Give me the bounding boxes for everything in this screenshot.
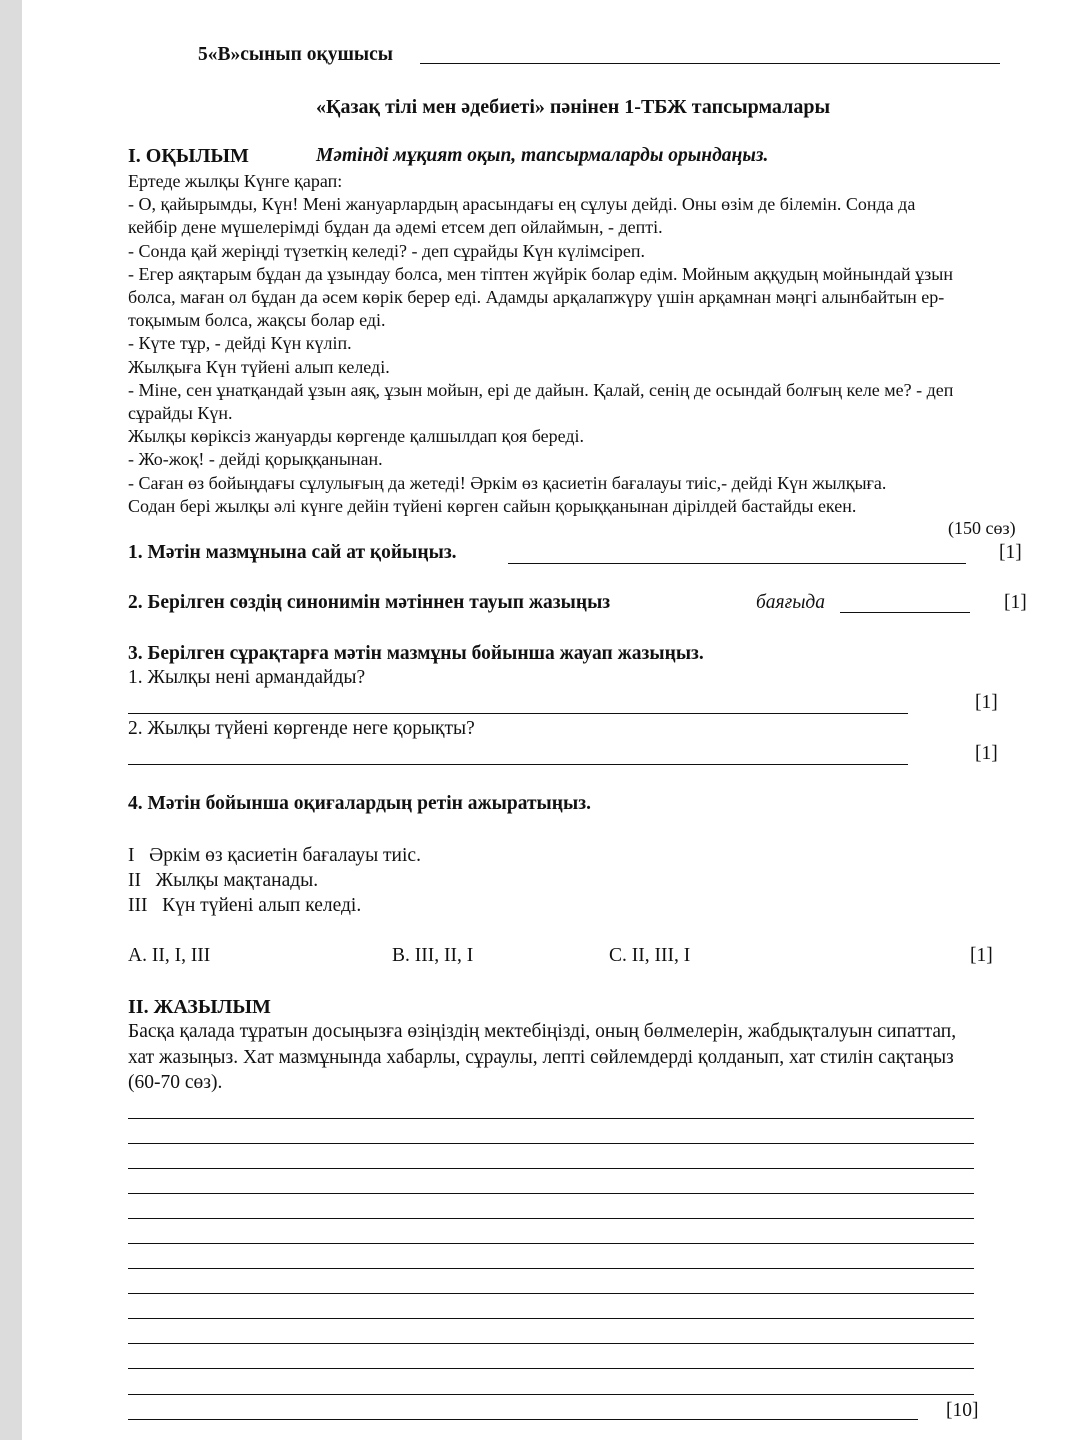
- event-text: Әркім өз қасиетін бағалауы тиіс.: [149, 845, 421, 866]
- task1-answer-line[interactable]: [508, 563, 966, 564]
- writing-line[interactable]: [128, 1118, 974, 1119]
- task4-score: [1]: [970, 945, 993, 966]
- writing-line[interactable]: [128, 1243, 974, 1244]
- text-line: тоқымым болса, жақсы болар еді.: [128, 310, 386, 331]
- task2-text: 2. Берілген сөздің синонимін мәтіннен тауып жазыңыз: [128, 592, 611, 613]
- text-line: Содан бері жылқы әлі күнге дейін түйені көрген сайын қорыққанынан дірілдей бастайды екен.: [128, 495, 857, 516]
- text-line: - Күте тұр, - дейді Күн күліп.: [128, 333, 352, 354]
- text-line: - Егер аяқтарым бұдан да ұзындау болса, мен тіптен жүйрік болар едім. Мойным аққудың мойнындай ұзын: [128, 263, 954, 284]
- task3-question1-score: [1]: [975, 692, 998, 713]
- text-line: Ертеде жылқы Күнге қарап:: [128, 171, 343, 191]
- section2-text-line: (60-70 сөз).: [128, 1072, 223, 1093]
- writing-line[interactable]: [128, 1343, 974, 1344]
- text-line: - Міне, сен ұнатқандай ұзын аяқ, ұзын мойын, ері де дайын. Қалай, сенің де осындай болғың келе ме? - деп: [128, 379, 954, 400]
- word-count: (150 сөз): [948, 518, 1016, 538]
- option-a[interactable]: A. II, I, III: [128, 945, 211, 966]
- text-line: - Сонда қай жеріңді түзеткің келеді? - деп сұрайды Күн күлімсіреп.: [128, 240, 646, 261]
- writing-line[interactable]: [128, 1293, 974, 1294]
- writing-line[interactable]: [128, 1193, 974, 1194]
- writing-line[interactable]: [128, 1218, 974, 1219]
- event-number: III: [128, 895, 148, 916]
- task2-word: баяғыда: [756, 592, 826, 613]
- section1-heading: I. ОҚЫЛЫМ: [128, 145, 249, 167]
- task4-text: 4. Мәтін бойынша оқиғалардың ретін ажыратыңыз.: [128, 793, 591, 814]
- text-line: болса, маған ол бұдан да әсем көрік берер еді. Адамды арқалапжүру үшін арқамнан мәңгі алынбайтын ер-: [128, 287, 945, 308]
- student-name-line[interactable]: [420, 63, 1000, 64]
- section1-instruction: Мәтінді мұқият оқып, тапсырмаларды орындаңыз.: [316, 145, 769, 166]
- task3-question1: 1. Жылқы нені армандайды?: [128, 667, 366, 688]
- section2-heading: II. ЖАЗЫЛЫМ: [128, 996, 271, 1018]
- writing-line[interactable]: [128, 1368, 974, 1369]
- text-line: - О, қайырымды, Күн! Мені жануарлардың арасындағы ең сұлуы дейді. Оны өзім де білемін. Сонда да: [128, 194, 916, 215]
- option-c[interactable]: C. II, III, I: [609, 945, 691, 966]
- option-b[interactable]: B. III, II, I: [392, 945, 474, 966]
- text-line: сұрайды Күн.: [128, 403, 233, 424]
- task3-question2: 2. Жылқы түйені көргенде неге қорықты?: [128, 718, 475, 739]
- writing-line[interactable]: [128, 1143, 974, 1144]
- event-item: [128, 870, 318, 892]
- task2-score: [1]: [1004, 592, 1027, 613]
- event-text: Жылқы мақтанады.: [155, 870, 319, 891]
- task3-question2-score: [1]: [975, 743, 998, 764]
- text-line: Жылқыға Күн түйені алып келеді.: [128, 356, 390, 377]
- section2-text-line: Басқа қалада тұратын досыңызға өзіңіздің мектебіңізді, оның бөлмелерін, жабдықталуын сипаттап,: [128, 1021, 957, 1042]
- task2-answer-line[interactable]: [840, 612, 970, 613]
- task3-answer1-line[interactable]: [128, 713, 908, 714]
- event-item: [128, 845, 421, 867]
- event-item: [128, 895, 361, 917]
- event-text: Күн түйені алып келеді.: [162, 895, 362, 916]
- writing-line[interactable]: [128, 1419, 918, 1420]
- text-line: Жылқы көріксіз жануарды көргенде қалшылдап қоя береді.: [128, 426, 585, 447]
- writing-line[interactable]: [128, 1318, 974, 1319]
- event-number: I: [128, 845, 135, 866]
- task3-answer2-line[interactable]: [128, 764, 908, 765]
- writing-line[interactable]: [128, 1394, 974, 1395]
- page-title: «Қазақ тілі мен әдебиеті» пәнінен 1-ТБЖ тапсырмалары: [316, 96, 831, 118]
- text-line: - Саған өз бойыңдағы сұлулығың да жетеді! Әркім өз қасиетін бағалауы тиіс,- дейді Күн жылқыға.: [128, 472, 887, 493]
- task1-score: [1]: [999, 542, 1022, 563]
- task1-text: 1. Мәтін мазмұнына сай ат қойыңыз.: [128, 542, 457, 563]
- text-line: кейбір дене мүшелерімді бұдан да әдемі етсем деп ойлаймын, - депті.: [128, 217, 663, 238]
- writing-line[interactable]: [128, 1268, 974, 1269]
- page-edge-shadow: [0, 0, 22, 1440]
- reading-text: [128, 170, 1068, 518]
- student-label: 5«В»сынып оқушысы: [198, 44, 394, 65]
- task3-text: 3. Берілген сұрақтарға мәтін мазмұны бойынша жауап жазыңыз.: [128, 643, 704, 664]
- text-line: - Жо-жоқ! - дейді қорыққанынан.: [128, 449, 383, 470]
- section2-score: [10]: [946, 1400, 979, 1421]
- writing-line[interactable]: [128, 1168, 974, 1169]
- section2-text-line: хат жазыңыз. Хат мазмұнында хабарлы, сұраулы, лепті сөйлемдерді қолданып, хат стилін сақтаңыз: [128, 1047, 954, 1068]
- event-number: II: [128, 870, 141, 891]
